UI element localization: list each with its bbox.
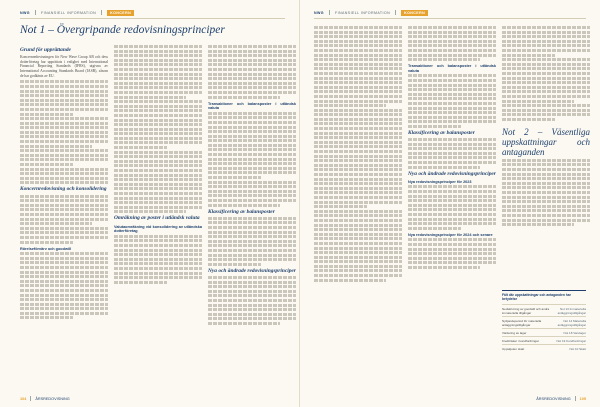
table-row: Kreditrisker i kundfordringar Not 19 Kundfordringar [502, 336, 586, 344]
column-3 [208, 45, 296, 326]
estimates-table [502, 290, 586, 352]
brand-label: NWG [314, 10, 324, 15]
page-header [314, 8, 586, 17]
column-1 [314, 26, 402, 283]
column-2 [408, 26, 496, 271]
heading-grund: Grund för upprättande [20, 47, 71, 53]
footer-label: ÅRSREDOVISNING [536, 396, 571, 401]
footer-label: ÅRSREDOVISNING [35, 396, 70, 401]
table-row: Värdering av lager Not 18 Varulager [502, 328, 586, 336]
heading-2023: Nya redovisningsprinciper för 2023 [408, 179, 472, 184]
section-tab: KONCERN [401, 10, 428, 16]
header-divider [101, 10, 102, 15]
table-row: Uppskjuten skatt Not 10 Skatt [502, 344, 586, 352]
brand-label: NWG [20, 10, 30, 15]
page-number: 104 [20, 396, 27, 401]
heading-not2: Not 2 – Väsentliga uppskattningar och antaganden [502, 126, 590, 157]
heading-valutaomrakning: Valutaomräkning vid konsolidering av utländska dotterföretag [114, 224, 202, 234]
left-footer [20, 396, 70, 401]
heading-transaktioner-2: Transaktioner och balansposter i utländsk valuta [408, 64, 496, 73]
right-page [300, 0, 600, 407]
heading-rorelseforvarv: Rörelseförvärv och goodwill [20, 246, 72, 251]
heading-2024: Nya redovisningsprinciper för 2024 och senare [408, 232, 493, 237]
header-rule [20, 18, 285, 19]
table-row: Nyttjandeperiod för materiella anläggningstillgångar Not 14 Materiella anläggningstillgångar [502, 316, 586, 328]
table-row: Nedskrivning av goodwill och andra immateriella tillgångar Not 13 Immateriella anläggningstillgångar [502, 304, 586, 316]
table-header: Fält där uppskattningar och antaganden har betydelse [502, 290, 586, 304]
heading-transaktioner: Transaktioner och balansposter i utländsk valuta [208, 101, 296, 111]
header-divider [329, 10, 330, 15]
right-footer [536, 396, 586, 401]
page-number: 105 [579, 396, 586, 401]
heading-konsolidering: Koncernredovisning och konsolidering [20, 186, 107, 193]
section-label: FINANSIELL INFORMATION [40, 10, 97, 15]
heading-nya-ifrs: Nya och ändrade redovisningsprinciper [408, 170, 496, 177]
header-divider [35, 10, 36, 15]
header-rule [314, 18, 586, 19]
page-header [20, 8, 285, 17]
column-3 [502, 26, 590, 228]
column-1 [20, 45, 108, 321]
heading-klassificering: Klassificering av balansposter [208, 208, 275, 215]
heading-omrakning: Omräkning av poster i utländsk valuta [114, 215, 200, 222]
heading-nya-andrade: Nya och ändrade redovisningsprinciper [208, 267, 296, 274]
section-tab: KONCERN [107, 10, 134, 16]
header-divider [395, 10, 396, 15]
heading-klassificering-2: Klassificering av balansposter [408, 129, 475, 136]
column-2 [114, 45, 202, 285]
section-label: FINANSIELL INFORMATION [334, 10, 391, 15]
paragraph-grund: Koncernredovisningen för New Wave Group AB och dess dotterföretag har upprättats i enlighet med International Financial Reporting Standards (IFRS), utgivna av International Accounting Standards Board (IASB), såsom de har godkänts av EU. [20, 55, 108, 78]
page-title: Not 1 – Övergripande redovisningsprinciper [20, 24, 225, 36]
